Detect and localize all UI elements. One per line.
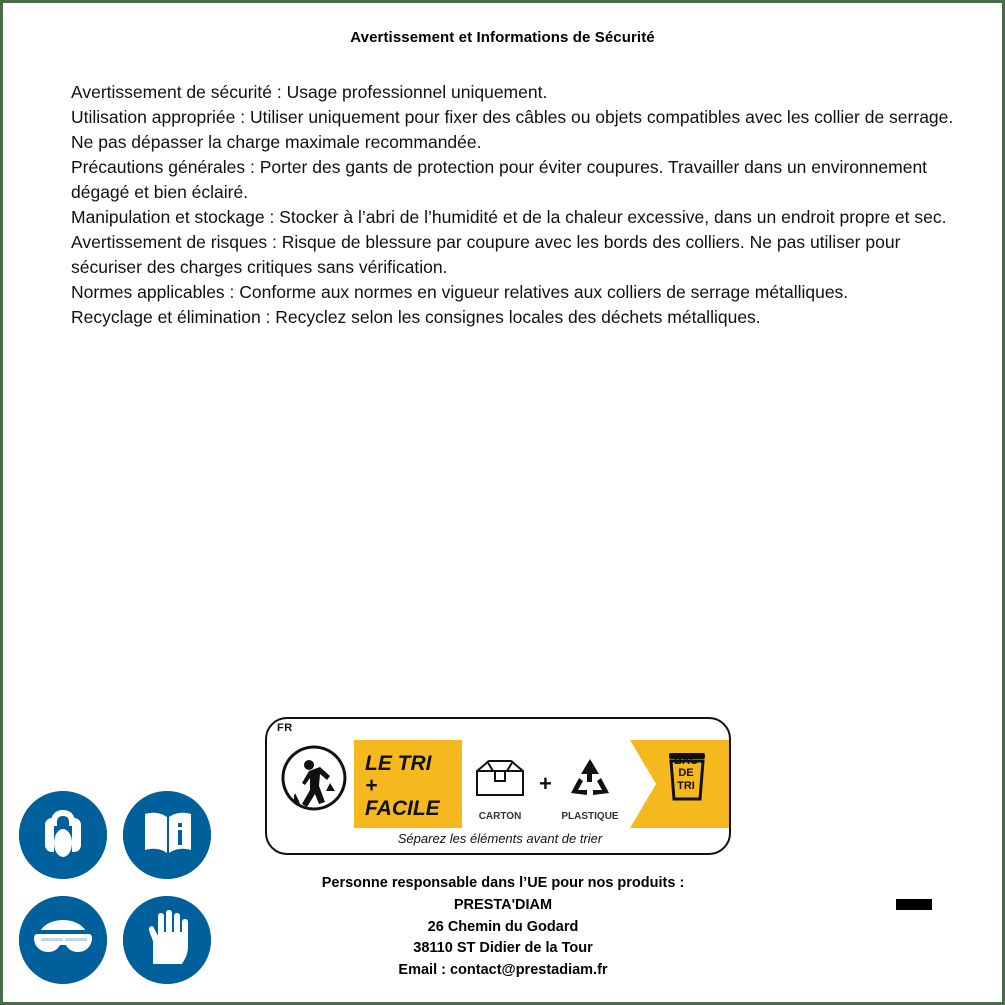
paragraph-standards: Normes applicables : Conforme aux normes en vigueur relatives aux colliers de serrage métalliques. xyxy=(71,282,849,303)
bin-label-line2: DE xyxy=(678,767,694,780)
ear-protection-icon xyxy=(19,791,107,879)
triman-slogan-line1: LE TRI xyxy=(365,752,432,775)
triman-slogan-line2: + FACILE xyxy=(365,774,440,820)
triman-recycling-banner xyxy=(265,717,731,855)
bin-label xyxy=(657,755,715,792)
triman-language-label: FR xyxy=(277,722,293,734)
paragraph-appropriate-use: Utilisation appropriée : Utiliser uniquement pour fixer des câbles ou objets compatibles avec les collier de serrage. Ne pas dépasser la charge maximale recommandée. xyxy=(71,107,954,153)
triman-slogan xyxy=(365,753,457,820)
triman-footer-text: Séparez les éléments avant de trier xyxy=(397,831,603,846)
triman-arrow-shape xyxy=(630,740,656,828)
carton-label: CARTON xyxy=(478,811,522,822)
plastic-recycle-icon xyxy=(561,753,619,805)
read-instructions-icon xyxy=(123,791,211,879)
paragraph-recycling: Recyclage et élimination : Recyclez selon les consignes locales des déchets métalliques. xyxy=(71,307,761,328)
plus-sign: + xyxy=(539,771,552,796)
responsible-title: Personne responsable dans l’UE pour nos produits : xyxy=(321,875,685,891)
bin-label-line3: TRI xyxy=(677,779,695,792)
responsible-person-block xyxy=(183,873,823,982)
page-title: Avertissement et Informations de Sécurité xyxy=(350,29,655,46)
paragraph-general-precautions: Précautions générales : Porter des gants de protection pour éviter coupures. Travailler dans un environnement dégagé et bien éclairé. xyxy=(71,157,928,203)
triman-figure-icon xyxy=(279,743,349,825)
responsible-street: 26 Chemin du Godard xyxy=(427,918,579,935)
ce-marking-icon xyxy=(801,855,951,965)
paragraph-risk-warning: Avertissement de risques : Risque de blessure par coupure avec les bords des colliers. Ne pas utiliser pour sécuriser des charges critiques sans vérification. xyxy=(71,232,901,278)
responsible-city: 38110 ST Didier de la Tour xyxy=(413,940,593,957)
responsible-company: PRESTA'DIAM xyxy=(453,896,553,913)
paragraph-safety-warning: Avertissement de sécurité : Usage professionnel uniquement. xyxy=(71,82,548,102)
plastique-label: PLASTIQUE xyxy=(561,811,619,822)
safety-text-block xyxy=(71,80,960,330)
responsible-email: Email : contact@prestadiam.fr xyxy=(398,962,608,978)
paragraph-handling-storage: Manipulation et stockage : Stocker à l’abri de l’humidité et de la chaleur excessive, dans un endroit propre et sec. xyxy=(71,207,947,228)
carton-box-icon xyxy=(471,753,529,805)
bin-label-line1: BAC xyxy=(674,755,698,767)
eye-protection-icon xyxy=(19,896,107,984)
